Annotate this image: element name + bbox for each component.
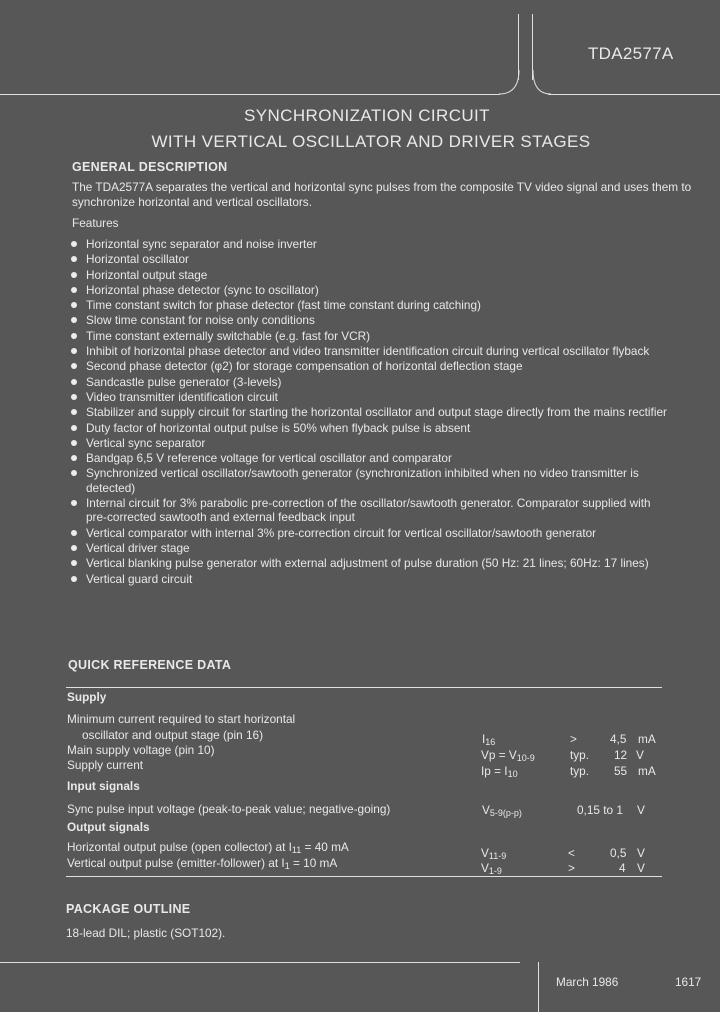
package-outline-heading: PACKAGE OUTLINE bbox=[66, 902, 191, 916]
bullet-icon bbox=[71, 560, 77, 566]
bullet-icon bbox=[71, 241, 77, 247]
feature-item bbox=[71, 556, 671, 570]
supply-current-symbol: $Ip = I_{10}$ bbox=[481, 764, 518, 779]
vertical-output-label: Vertical output pulse (emitter-follower) at $I_1 = 10$ mA bbox=[67, 856, 338, 871]
min-current-symbol: $I_{16}$ bbox=[482, 732, 496, 747]
footer-rule-left bbox=[0, 962, 520, 963]
feature-text: Video transmitter identification circuit bbox=[86, 389, 278, 404]
min-current-relation: > bbox=[570, 732, 577, 746]
min-current-label-1: Minimum current required to start horizontal bbox=[67, 712, 296, 726]
feature-item bbox=[71, 496, 671, 525]
feature-item bbox=[71, 526, 671, 540]
horizontal-output-value: 0,5 bbox=[610, 846, 627, 860]
feature-text: Vertical guard circuit bbox=[86, 571, 193, 586]
feature-text: Second phase detector (φ2) for storage compensation of horizontal deflection stage bbox=[86, 359, 523, 374]
feature-item bbox=[71, 329, 671, 343]
bullet-icon bbox=[71, 317, 77, 323]
general-description-heading: GENERAL DESCRIPTION bbox=[72, 160, 228, 174]
feature-text: Vertical sync separator bbox=[86, 435, 206, 450]
sync-pulse-unit: V bbox=[637, 803, 645, 817]
main-supply-unit: V bbox=[636, 748, 644, 762]
feature-item bbox=[71, 359, 671, 373]
features-heading: Features bbox=[72, 216, 119, 230]
feature-text: Horizontal output stage bbox=[86, 267, 208, 282]
feature-text: Time constant switch for phase detector (fast time constant during catching) bbox=[86, 298, 481, 313]
feature-item bbox=[71, 572, 671, 586]
feature-text: Sandcastle pulse generator (3-levels) bbox=[86, 374, 282, 389]
horizontal-output-unit: V bbox=[637, 846, 645, 860]
bullet-icon bbox=[71, 287, 77, 293]
feature-item bbox=[71, 466, 671, 495]
feature-text: Horizontal oscillator bbox=[86, 252, 189, 267]
vertical-output-symbol: $V_{1-9}$ bbox=[481, 861, 502, 876]
min-current-value: 4,5 bbox=[610, 732, 627, 746]
feature-text: Time constant externally switchable (e.g. fast for VCR) bbox=[86, 328, 371, 343]
feature-item bbox=[71, 390, 671, 404]
min-current-unit: mA bbox=[638, 732, 656, 746]
vertical-output-value: 4 bbox=[619, 861, 626, 875]
page-number: 1617 bbox=[675, 975, 702, 989]
package-outline-text: 18-lead DIL; plastic (SOT102). bbox=[66, 926, 226, 940]
feature-text: Duty factor of horizontal output pulse is 50% when flyback pulse is absent bbox=[86, 420, 471, 435]
supply-heading: Supply bbox=[67, 690, 107, 704]
general-description-text: The TDA2577A separates the vertical and horizontal sync pulses from the composite TV video signal and uses them to synchronize horizontal and vertical oscillators. bbox=[72, 180, 692, 209]
feature-text: Bandgap 6,5 V reference voltage for vertical oscillator and comparator bbox=[86, 451, 452, 466]
bullet-icon bbox=[71, 545, 77, 551]
feature-item bbox=[71, 268, 671, 282]
feature-item bbox=[71, 421, 671, 435]
quick-reference-heading: QUICK REFERENCE DATA bbox=[68, 658, 232, 672]
header-rule-left bbox=[0, 94, 500, 95]
feature-item bbox=[71, 237, 671, 251]
feature-text: Horizontal sync separator and noise inverter bbox=[86, 237, 317, 251]
document-number: TDA2577A bbox=[588, 44, 674, 63]
feature-text: Vertical comparator with internal 3% pre-correction circuit for vertical oscillator/sawtooth generator bbox=[86, 525, 597, 540]
bullet-icon bbox=[71, 394, 77, 400]
feature-item bbox=[71, 252, 671, 266]
feature-item bbox=[71, 451, 671, 465]
feature-item bbox=[71, 541, 671, 555]
feature-text: Horizontal phase detector (sync to oscillator) bbox=[86, 282, 319, 297]
vertical-output-unit: V bbox=[637, 861, 645, 875]
min-current-label-2: oscillator and output stage (pin 16) bbox=[82, 728, 263, 742]
feature-item bbox=[71, 298, 671, 312]
bullet-icon bbox=[71, 363, 77, 369]
bullet-icon bbox=[71, 455, 77, 461]
feature-item bbox=[71, 405, 671, 419]
footer-date: March 1986 bbox=[556, 975, 619, 989]
bullet-icon bbox=[71, 409, 77, 415]
main-supply-symbol: $Vp = V_{10-9}$ bbox=[481, 748, 535, 763]
bullet-icon bbox=[71, 379, 77, 385]
feature-text: Synchronized vertical oscillator/sawtooth generator (synchronization inhibited when no video transmitter is detected) bbox=[86, 466, 639, 495]
sync-pulse-symbol: $V_{5-9(p-p)}$ bbox=[482, 803, 522, 818]
supply-current-relation: typ. bbox=[570, 764, 590, 778]
main-supply-relation: typ. bbox=[570, 748, 590, 762]
bullet-icon bbox=[71, 256, 77, 262]
feature-text: Vertical blanking pulse generator with external adjustment of pulse duration (50 Hz: 21 lines; 60Hz: 17 lines) bbox=[86, 556, 649, 571]
qrd-rule-top bbox=[66, 687, 662, 688]
bullet-icon bbox=[71, 576, 77, 582]
bullet-icon bbox=[71, 348, 77, 354]
bullet-icon bbox=[71, 530, 77, 536]
feature-text: Vertical driver stage bbox=[86, 540, 190, 555]
supply-current-unit: mA bbox=[638, 764, 656, 778]
feature-item bbox=[71, 344, 671, 358]
main-supply-value: 12 bbox=[614, 748, 628, 762]
horizontal-output-label: Horizontal output pulse (open collector) at $I_{11} = 40$ mA bbox=[67, 840, 349, 855]
bullet-icon bbox=[71, 425, 77, 431]
title-line-2: WITH VERTICAL OSCILLATOR AND DRIVER STAGES bbox=[151, 132, 591, 151]
bullet-icon bbox=[71, 302, 77, 308]
feature-item bbox=[71, 375, 671, 389]
header-bracket-curves bbox=[495, 70, 555, 96]
feature-text: Inhibit of horizontal phase detector and video transmitter identification circuit during vertical oscillator flyback bbox=[86, 344, 650, 359]
input-signals-heading: Input signals bbox=[67, 779, 140, 793]
feature-text: Stabilizer and supply circuit for starting the horizontal oscillator and output stage directly from the mains rectifier bbox=[86, 405, 667, 420]
supply-current-value: 55 bbox=[614, 764, 628, 778]
horizontal-output-relation: < bbox=[568, 846, 575, 860]
header-rule-right bbox=[548, 94, 720, 95]
bullet-icon bbox=[71, 470, 77, 476]
footer-bracket bbox=[538, 962, 539, 1012]
feature-list bbox=[71, 237, 671, 587]
sync-pulse-label: Sync pulse input voltage (peak-to-peak value; negative-going) bbox=[67, 802, 391, 816]
title-line-1: SYNCHRONIZATION CIRCUIT bbox=[244, 106, 490, 125]
feature-item bbox=[71, 313, 671, 327]
feature-item bbox=[71, 283, 671, 297]
vertical-output-relation: > bbox=[568, 861, 575, 875]
supply-current-label: Supply current bbox=[67, 758, 144, 772]
qrd-rule-bottom bbox=[66, 876, 662, 877]
feature-text: Slow time constant for noise only conditions bbox=[86, 313, 315, 328]
bullet-icon bbox=[71, 333, 77, 339]
bullet-icon bbox=[71, 440, 77, 446]
main-supply-label: Main supply voltage (pin 10) bbox=[67, 743, 215, 757]
sync-pulse-value: 0,15 to 1 bbox=[577, 803, 623, 817]
bullet-icon bbox=[71, 272, 77, 278]
horizontal-output-symbol: $V_{11-9}$ bbox=[481, 846, 507, 861]
feature-text: Internal circuit for 3% parabolic pre-correction of the oscillator/sawtooth generator. Comparator supplied with pre-corrected sawtooth and external feedback input bbox=[86, 496, 651, 525]
feature-item bbox=[71, 436, 671, 450]
bullet-icon bbox=[71, 500, 77, 506]
output-signals-heading: Output signals bbox=[67, 820, 150, 834]
